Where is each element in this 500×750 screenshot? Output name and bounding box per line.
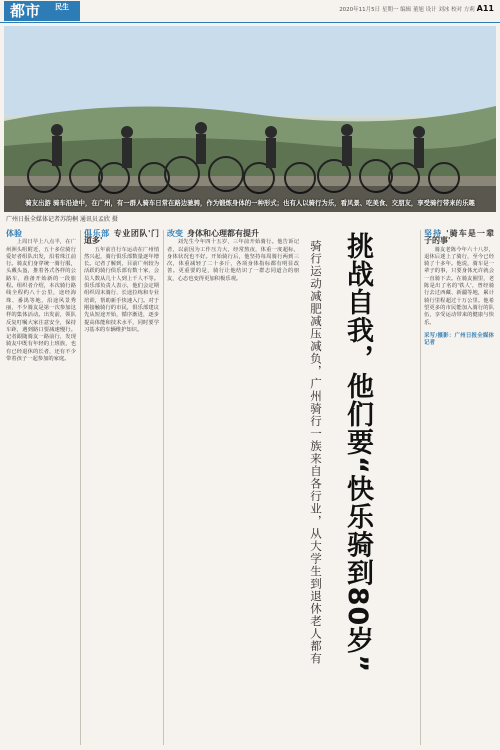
reporter-byline: 采写/摄影：广州日报全媒体记者 [424, 332, 494, 347]
masthead-rule [0, 22, 500, 23]
masthead [0, 0, 500, 22]
article-headline: 挑战自我，他们要“快乐骑到80岁” [342, 232, 373, 674]
column-change [167, 230, 299, 283]
cyclists-photo-illustration [4, 26, 496, 212]
hero-photo [4, 26, 496, 212]
column-text: 骑友老陈今年六十八岁，退休后迷上了骑行，至今已经骑了十多年。他说，骑车是一辈子的事，只要身体允许就会一直骑下去。在骑友圈里，老陈是出了名的'铁人'，曾经骑行去过西藏、新疆等地，累计骑行里程超过十万公里。他希望更多的市民能加入骑行的队伍，享受运动带来的健康与快乐。 [424, 246, 494, 326]
column-text: 上周日早上八点半，在广州洲头咀附近，五十多位骑行爱好者组队出发，沿着珠江前行。骑友们身穿统一骑行服，头戴头盔，推着各式各样的公路车，准备开始新的一段旅程。组织者介绍，本次骑行路线全程约八十公里，途经海珠、番禺等地，沿途风景秀丽，不少骑友是第一次参加这样的集体活动。出发前，领队反复叮嘱大家注意安全，保持车距，遇到路口要减速慢行。记者跟随骑友一路前行，发现骑友中既有年轻的上班族，也有已经退休的长者，还有不少带着孩子一起参加的家庭。 [6, 239, 76, 363]
column-experience [6, 230, 76, 363]
column-text: 五年前自行车运动在广州悄然兴起，骑行俱乐部数量逐年增长。记者了解到，目前广州较为活跃的骑行俱乐部有数十家，会员人数从几十人到上千人不等。俱乐部负责人表示，他们会定期组织周末骑行、长途拉练和专业培训，帮助新手快速入门。对于刚接触骑行的市民，俱乐部建议先从短途开始，循序渐进，逐步提高体能和技术水平，同时要学习基本的车辆维护知识。 [84, 246, 159, 333]
column-heading: 改变 身体和心理都有提升 [167, 229, 259, 238]
column-heading: 俱乐部 专业团队'门道多' [84, 229, 160, 246]
column-text: 刘先生今年四十五岁，三年前开始骑行。他告诉记者，以前因为工作压力大，经常熬夜，体重一度超标，身体状况也不好。开始骑行后，他坚持每周骑行两到三次，体重减轻了二十多斤，各项身体指标都有明显改善。更重要的是，骑行让他结识了一群志同道合的朋友，心态也变得更加积极乐观。 [167, 239, 299, 282]
date-line: 2020年11月5日 星期一 编辑 董旭 设计 刘冰 校对 方莉 [339, 7, 475, 13]
section-title: 都市 [4, 1, 80, 21]
column-divider [163, 230, 164, 745]
section-subtitle: 民生 [55, 3, 69, 11]
column-divider [80, 230, 81, 745]
photo-caption: 骑友出游 骑车沿途中，在广州，有一群人骑车日常在路边驰骋，作为锻炼身体的一种形式；也有人以骑行为乐，看风景、吃美食、交朋友，享受骑行带来的乐趣 [25, 199, 475, 207]
page-number: A11 [476, 4, 494, 13]
column-divider [420, 230, 421, 745]
column-club [84, 230, 159, 334]
article-subheadline: 骑行运动减肥减压减负，广州骑行一族来自各行业，从大学生到退休老人都有 [309, 240, 323, 665]
photo-credit: 广州日报全媒体记者苏韵桐 通讯员孟欣 摄 [6, 216, 118, 223]
column-heading: 体验 [6, 229, 22, 238]
issue-info [339, 4, 494, 13]
column-heading: 坚持 '骑车是一辈子的事' [424, 229, 494, 246]
column-persistence [424, 230, 494, 347]
